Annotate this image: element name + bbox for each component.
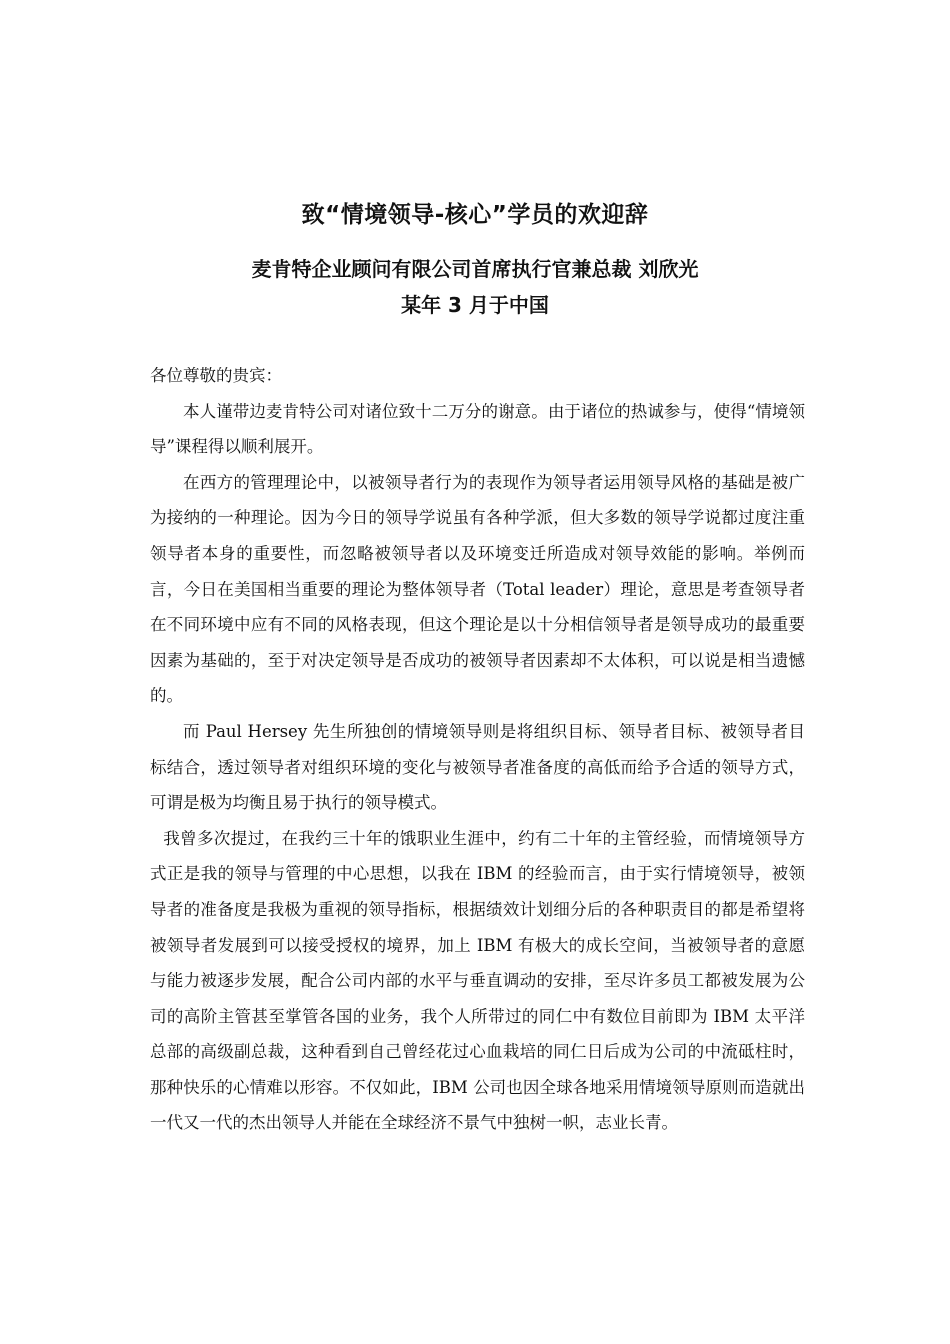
paragraph-4: 我曾多次提过，在我约三十年的饿职业生涯中，约有二十年的主管经验，而情境领导方式正是我的领导与管理的中心思想，以我在 IBM 的经验而言，由于实行情境领导，被领导者的准备度是我极为重视的领导指标，根据绩效计划细分后的各种职责目的都是希望将被领导者发展到可以接受授权的境界，加上 IBM 有极大的成长空间，当被领导者的意愿与能力被逐步发展，配合公司内部的水平与垂直调动的安排，至尽许多员工都被发展为公司的高阶主管甚至掌管各国的业务，我个人所带过的同仁中有数位目前即为 IBM 太平洋总部的高级副总裁，这种看到自己曾经花过心血栽培的同仁日后成为公司的中流砥柱时，那种快乐的心情难以形容。不仅如此，IBM 公司也因全球各地采用情境领导原则而造就出一代又一代的杰出领导人并能在全球经济不景气中独树一帜，志业长青。 [150,828,805,1133]
document-body [150,358,805,1141]
document-title: 致“情境领导-核心”学员的欢迎辞 [301,202,649,228]
paragraph-3: 而 Paul Hersey 先生所独创的情境领导则是将组织目标、领导者目标、被领导者目标结合，透过领导者对组织环境的变化与被领导者准备度的高低而给予合适的领导方式，可谓是极为均衡且易于执行的领导模式。 [150,721,805,813]
salutation: 各位尊敬的贵宾： [150,366,282,385]
author-line: 麦肯特企业顾问有限公司首席执行官兼总裁 刘欣光 [251,257,699,281]
date-line: 某年 3 月于中国 [401,293,549,317]
paragraph-1: 本人谨带边麦肯特公司对诸位致十二万分的谢意。由于诸位的热诚参与，使得“情境领导”课程得以顺利展开。 [150,401,805,457]
paragraph-2: 在西方的管理理论中，以被领导者行为的表现作为领导者运用领导风格的基础是被广为接纳的一种理论。因为今日的领导学说虽有各种学派，但大多数的领导学说都过度注重领导者本身的重要性，而忽略被领导者以及环境变迁所造成对领导效能的影响。举例而言，今日在美国相当重要的理论为整体领导者（Total leader）理论，意思是考查领导者在不同环境中应有不同的风格表现，但这个理论是以十分相信领导者是领导成功的最重要因素为基础的，至于对决定领导是否成功的被领导者因素却不太体积，可以说是相当遗憾的。 [150,472,805,706]
